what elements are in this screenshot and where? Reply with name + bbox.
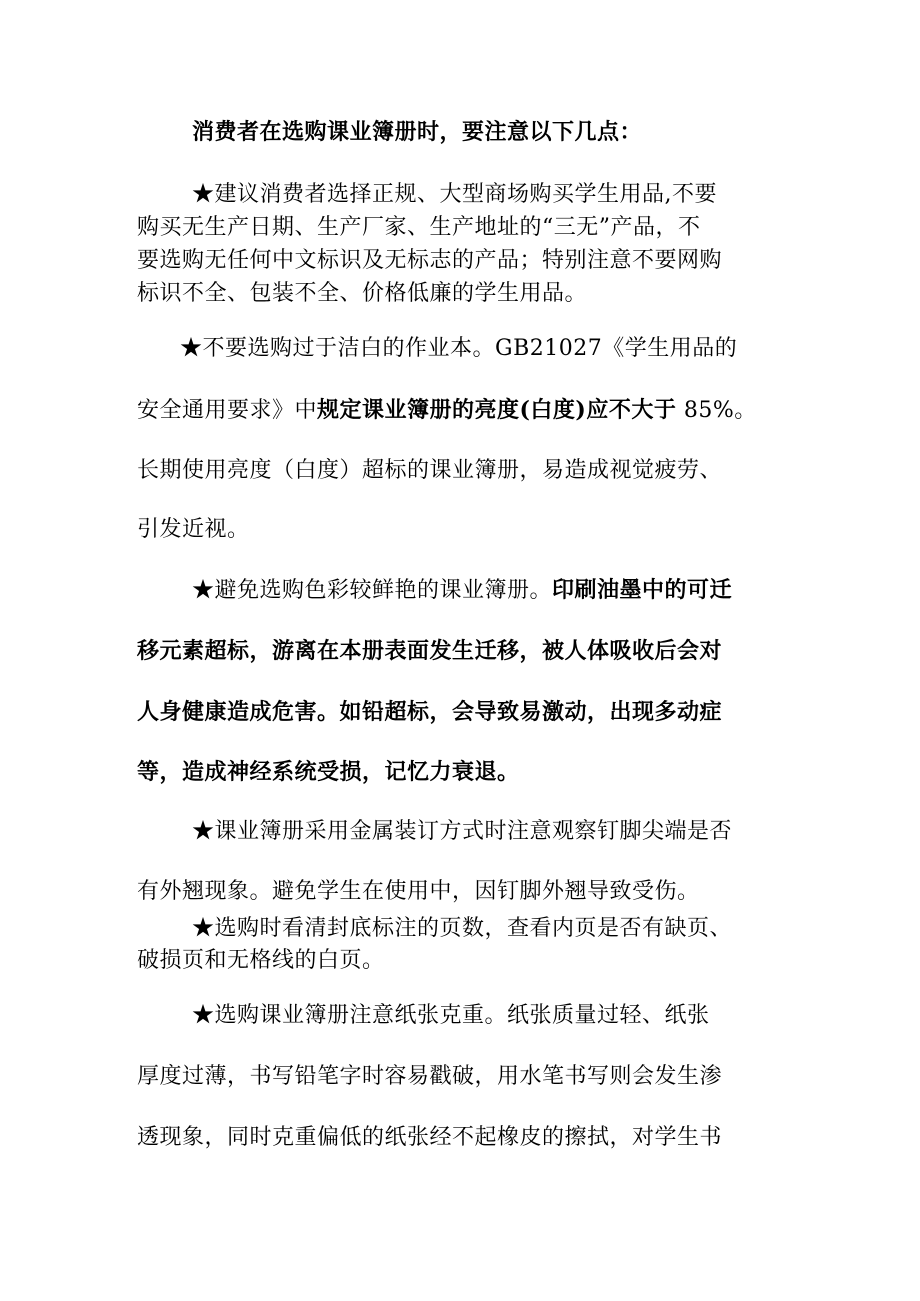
- text-line: [192, 576, 732, 605]
- text-line: 长期使用亮度（白度）超标的课业簿册，易造成视觉疲劳、: [137, 458, 723, 483]
- text-line: 有外翘现象。避免学生在使用中，因钉脚外翘导致受伤。: [137, 879, 700, 904]
- text-run: ★避免选购色彩较鲜艳的课业簿册。: [192, 578, 553, 603]
- bold-text-line: 移元素超标，游离在本册表面发生迁移，被人体吸收后会对: [137, 638, 723, 664]
- text-line: ★不要选购过于洁白的作业本。GB21027《学生用品的: [180, 336, 738, 361]
- text-line: 破损页和无格线的白页。: [137, 948, 385, 973]
- text-run: 85%。: [676, 398, 757, 423]
- bold-text-line: 等，造成神经系统受损，记忆力衰退。: [137, 759, 520, 785]
- text-line: 要选购无任何中文标识及无标志的产品；特别注意不要网购: [137, 248, 723, 273]
- text-line: 厚度过薄，书写铅笔字时容易戳破，用水笔书写则会发生渗: [137, 1064, 723, 1089]
- text-line: 标识不全、包装不全、价格低廉的学生用品。: [137, 281, 588, 306]
- text-line: [137, 396, 757, 425]
- bold-text-run: 规定课业簿册的亮度(白度)应不大于: [317, 397, 677, 423]
- bold-text-line: 人身健康造成危害。如铅超标，会导致易激动，出现多动症: [137, 699, 723, 725]
- bold-text-run: 印刷油墨中的可迁: [552, 577, 733, 603]
- text-line: ★课业簿册采用金属装订方式时注意观察钉脚尖端是否: [192, 819, 733, 844]
- text-run: 安全通用要求》中: [137, 398, 318, 423]
- text-line: 引发近视。: [137, 517, 250, 542]
- text-line: ★选购时看清封底标注的页数，查看内页是否有缺页、: [192, 916, 733, 941]
- section-heading: 消费者在选购课业簿册时，要注意以下几点：: [192, 119, 643, 145]
- text-line: 购买无生产日期、生产厂家、生产地址的“三无”产品，不: [137, 215, 701, 240]
- text-line: ★选购课业簿册注意纸张克重。纸张质量过轻、纸张: [192, 1003, 710, 1028]
- text-line: 透现象，同时克重偏低的纸张经不起橡皮的擦拭，对学生书: [137, 1125, 723, 1150]
- text-line: ★建议消费者选择正规、大型商场购买学生用品,不要: [192, 182, 717, 207]
